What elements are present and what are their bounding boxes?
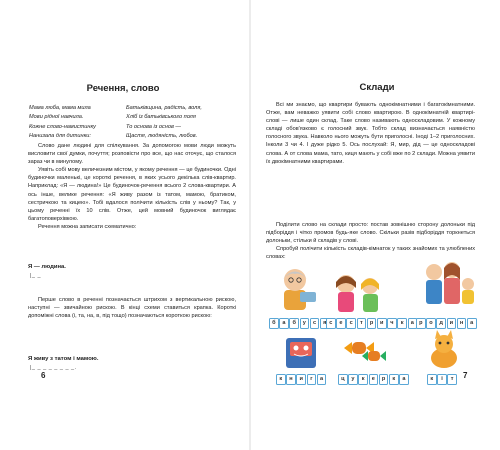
poem-text: Щастя, людяність, любов. [126, 133, 198, 140]
letter-tile: г [307, 374, 317, 385]
paragraph: Спробуй полічити кількість складів-кімнаток у таких знайомих та улюблених словах: [266, 246, 475, 261]
poem-line [29, 104, 234, 113]
syllable-word-tiles [416, 318, 477, 329]
cat-illustration [420, 330, 466, 370]
right-page [254, 0, 500, 450]
letter-tile: к [276, 374, 286, 385]
letter-tile: б [289, 318, 299, 329]
letter-tile: и [377, 318, 387, 329]
letter-tile: а [279, 318, 289, 329]
letter-tile: у [348, 374, 358, 385]
letter-tile: с [346, 318, 356, 329]
girls-illustration [326, 270, 390, 314]
letter-tile: р [379, 374, 389, 385]
letter-tile: о [426, 318, 436, 329]
syllable-word-tiles [276, 374, 327, 385]
syllable-word-tiles [326, 318, 418, 329]
poem-line [29, 132, 234, 141]
paragraph: Поділити слово на склади просто: постав зовнішню сторону долоньки під підборіддя і чітко промов будь-яке слово. Скільки разів підборіддя торкнеться долоньки, стільки й складів у слові. [266, 222, 475, 245]
letter-tile: и [296, 374, 306, 385]
paragraph: Слово дане людині для спілкування. За допомогою мови люди можуть висловити свої думки, почуття; розповісти про все, що нас оточує, що сталося зараз чи в минулому. [28, 143, 236, 166]
poem-text: Хліб із батьківського поля [126, 114, 196, 121]
page-title: Склади [359, 82, 395, 93]
letter-tile: а [317, 374, 327, 385]
paragraph: Речення можна записати схематично: [38, 223, 137, 230]
page-number: 6 [41, 371, 46, 380]
letter-tile: р [416, 318, 426, 329]
paragraph: Уявіть собі мову величезним містом, у якому речення — це будиночки. Одні будиночки маленькі, це короткі речення, в яких усього декілька слів-квартир. Наприклад: «Я — людина!» Це будиночок-речення всього 2 слова-квартири. А ось інше, велике речення: «Я живу разом із татом, мамою, братиком, сестричкою та кицею». Тобі вдалося полічити кількість слів у ньому? Так, у цьому реченні їх 10 слів. Отже, цей мовний будиночок виглядає багатоповерхівкою. [28, 167, 236, 222]
poem-text: Кожне слово-намистинку [29, 123, 96, 130]
letter-tile: с [326, 318, 336, 329]
body-text [28, 142, 236, 231]
example-sentence: Я — людина. [28, 264, 66, 270]
letter-tile: к [427, 374, 437, 385]
left-page [0, 0, 246, 450]
syllable-word-tiles [269, 318, 330, 329]
book-illustration [280, 332, 322, 372]
poem-line [29, 113, 234, 122]
syllable-word-tiles [338, 374, 409, 385]
grandma-illustration [270, 262, 322, 314]
letter-tile: і [437, 374, 447, 385]
letter-tile: н [457, 318, 467, 329]
example-sentence: Я живу з татом і мамою. [28, 356, 99, 362]
letter-tile: д [436, 318, 446, 329]
page-title: Речення, слово [86, 83, 160, 94]
sentence-scheme: |_ _ [30, 273, 42, 279]
poem-text: Нанизала для дитинки: [29, 133, 91, 140]
sentence-scheme: |_ _ _ _ _ _ _ _. [30, 365, 77, 371]
book-gutter [249, 0, 251, 450]
body-text [266, 221, 475, 261]
letter-tile: р [367, 318, 377, 329]
letter-tile: н [286, 374, 296, 385]
syllable-word-tiles [427, 374, 458, 385]
letter-tile: ч [387, 318, 397, 329]
candy-illustration [340, 334, 390, 364]
letter-tile: а [399, 374, 409, 385]
body-text [28, 296, 236, 320]
poem-text: Мови рідної навчила. [29, 114, 84, 121]
poem-line [29, 123, 234, 132]
letter-tile: т [447, 374, 457, 385]
body-text [266, 101, 475, 166]
letter-tile: е [369, 374, 379, 385]
letter-tile: а [467, 318, 477, 329]
letter-tile: а [408, 318, 418, 329]
poem [29, 104, 234, 142]
letter-tile: к [358, 374, 368, 385]
letter-tile: к [389, 374, 399, 385]
letter-tile: с [310, 318, 320, 329]
letter-tile: и [447, 318, 457, 329]
poem-text: Батьківщина, радість, воля, [126, 105, 202, 111]
letter-tile: б [269, 318, 279, 329]
poem-text: Мама люба, мама мила [29, 105, 91, 111]
page-number: 7 [463, 371, 468, 380]
letter-tile: у [300, 318, 310, 329]
letter-tile: ц [338, 374, 348, 385]
letter-tile: я [320, 318, 330, 329]
family-illustration [418, 258, 480, 314]
paragraph: Перше слово в реченні позначається штрихом з вертикальною рискою, наступні — звичайною рискою. В кінці схеми ставиться крапка. Короткі допоміжні слова (і, та, на, в, під тощо) позначаються короткою рискою: [28, 297, 236, 320]
paragraph: Всі ми знаємо, що квартири бувають однокімнатними і багатокімнатними. Отже, вам неважко уявити собі слово квартирою. В однокімнатній квартирі-слові — лише один склад. Таке слово називають односкладовим. У кожному складі обов'язково є голосний звук. Тобто склад визначається наявністю голосного звука. Навколо нього можуть бути приголосні. Іноді 1–2 приголосних. Інколи 3 чи 4. І дуже рідко 5. Ось послухай: Я, мир, дід — це односкладові слова. А от слова мама, тато, киця мають у собі вже по 2 склади. Можна уявити їх двокімнатними квартирами. [266, 102, 475, 165]
letter-tile: т [357, 318, 367, 329]
poem-text: То основа із основ — [126, 123, 182, 130]
letter-tile: к [397, 318, 407, 329]
letter-tile: е [336, 318, 346, 329]
